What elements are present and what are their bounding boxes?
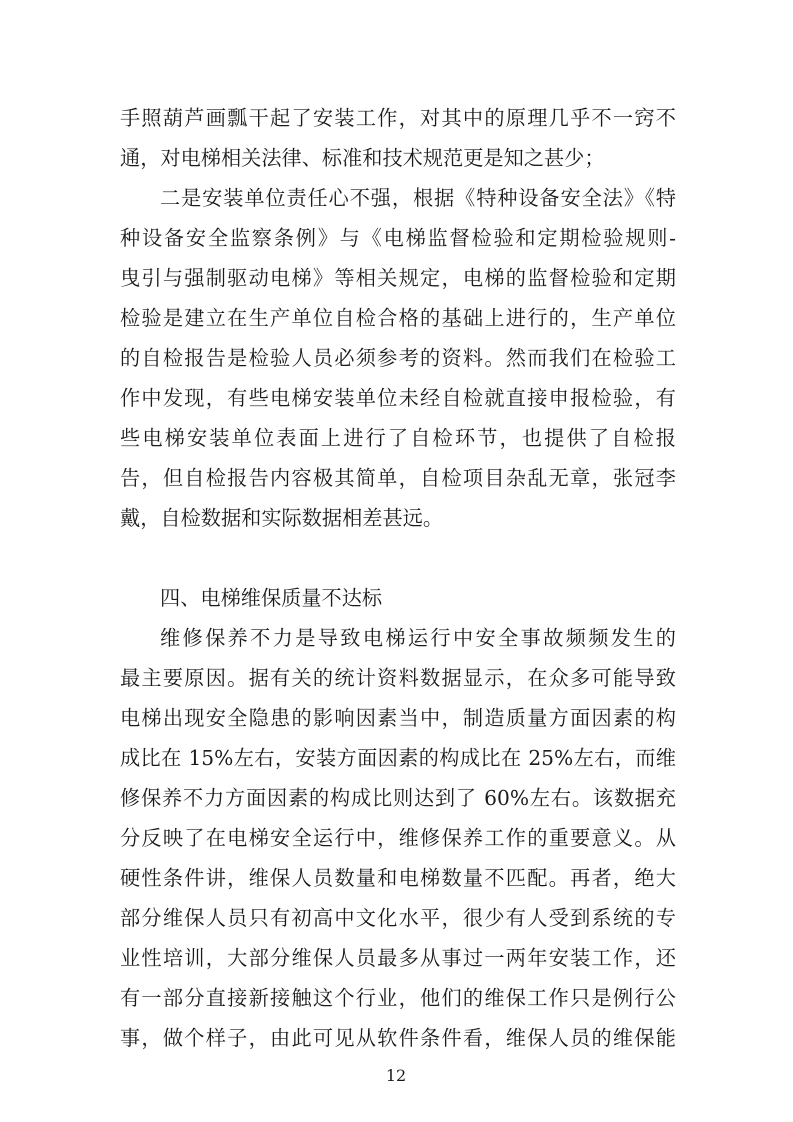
body-text-line: 手照葫芦画瓢干起了安装工作，对其中的原理几乎不一窍不 bbox=[120, 106, 676, 130]
body-text-line: 有一部分直接新接触这个行业，他们的维保工作只是例行公 bbox=[120, 986, 676, 1010]
body-text-line: 分反映了在电梯安全运行中，维修保养工作的重要意义。从 bbox=[120, 826, 676, 850]
body-text-line: 硬性条件讲，维保人员数量和电梯数量不匹配。再者，绝大 bbox=[120, 866, 676, 890]
body-text-line: 告，但自检报告内容极其简单，自检项目杂乱无章，张冠李 bbox=[120, 466, 676, 490]
body-text-line: 种设备安全监察条例》与《电梯监督检验和定期检验规则- bbox=[120, 226, 676, 250]
body-text-line: 些电梯安装单位表面上进行了自检环节，也提供了自检报 bbox=[120, 426, 676, 450]
body-text-line: 部分维保人员只有初高中文化水平，很少有人受到系统的专 bbox=[120, 906, 676, 930]
body-text-line: 检验是建立在生产单位自检合格的基础上进行的，生产单位 bbox=[120, 306, 676, 330]
body-text-line: 通，对电梯相关法律、标准和技术规范更是知之甚少； bbox=[120, 146, 605, 170]
body-text-line: 的自检报告是检验人员必须参考的资料。然而我们在检验工 bbox=[120, 346, 676, 370]
body-text-line: 修保养不力方面因素的构成比则达到了 60%左右。该数据充 bbox=[120, 786, 676, 810]
body-text-line: 成比在 15%左右，安装方面因素的构成比在 25%左右，而维 bbox=[120, 746, 676, 770]
body-text-line: 曳引与强制驱动电梯》等相关规定，电梯的监督检验和定期 bbox=[120, 266, 676, 290]
body-text-line: 戴，自检数据和实际数据相差甚远。 bbox=[120, 506, 444, 530]
section-heading: 四、电梯维保质量不达标 bbox=[160, 586, 383, 610]
body-text-line: 最主要原因。据有关的统计资料数据显示，在众多可能导致 bbox=[120, 666, 676, 690]
body-text-line: 作中发现，有些电梯安装单位未经自检就直接申报检验，有 bbox=[120, 386, 676, 410]
page-number: 12 bbox=[385, 1066, 407, 1085]
body-text-line: 二是安装单位责任心不强，根据《特种设备安全法》《特 bbox=[160, 186, 676, 210]
body-text-line: 维修保养不力是导致电梯运行中安全事故频频发生的 bbox=[160, 626, 676, 650]
body-text-line: 事，做个样子，由此可见从软件条件看，维保人员的维保能 bbox=[120, 1026, 676, 1050]
body-text-line: 业性培训，大部分维保人员最多从事过一两年安装工作，还 bbox=[120, 946, 676, 970]
body-text-line: 电梯出现安全隐患的影响因素当中，制造质量方面因素的构 bbox=[120, 706, 676, 730]
